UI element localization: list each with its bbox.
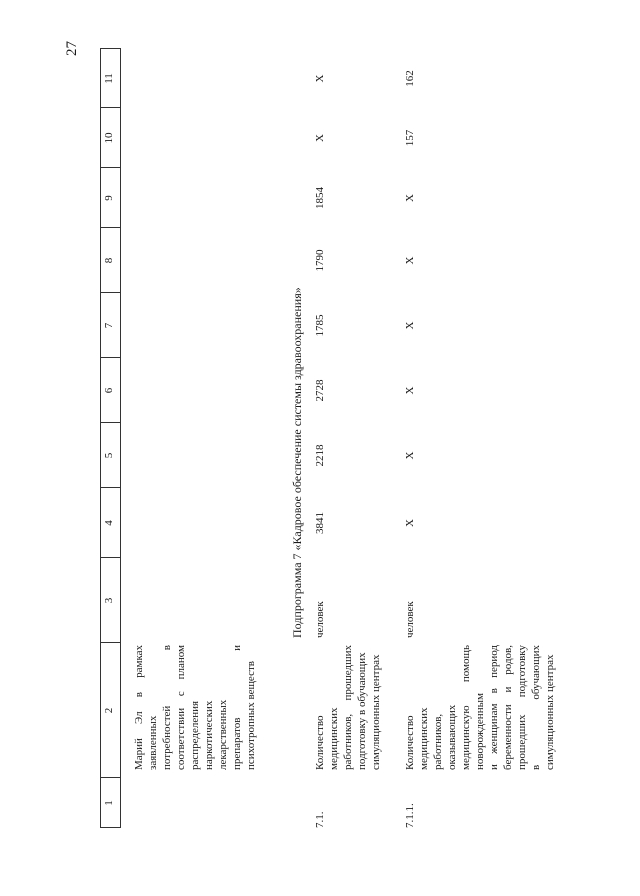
row-value: X [314, 134, 326, 142]
row-value: X [404, 386, 416, 395]
header-rule-top [100, 48, 101, 828]
row-description-line: медицинских [418, 707, 430, 770]
row-description-line: симуляционных центрах [370, 654, 382, 770]
row-value: X [404, 321, 416, 330]
continuation-line: потребностей в [161, 645, 173, 770]
continuation-line: Марий Эл в рамках [133, 645, 145, 770]
row-description-line: беременности и родов, [502, 645, 514, 770]
header-cell-2: 2 [103, 707, 115, 714]
row-description-line: новорожденным [474, 693, 486, 770]
continuation-line: психотропных веществ [245, 661, 257, 770]
row-description-line: прошедших подготовку [516, 645, 528, 770]
row-value: 162 [404, 70, 416, 87]
row-value: X [404, 451, 416, 460]
continuation-line: соответствии с планом [175, 645, 187, 770]
row-description-line: подготовку в обучающих [356, 652, 368, 770]
subprogram-title: Подпрограмма 7 «Кадровое обеспечение системы здравоохранения» [290, 287, 304, 638]
row-value: 1854 [314, 187, 326, 209]
row-value: X [404, 194, 416, 202]
row-description [313, 645, 383, 770]
row-number: 7.1.1. [404, 803, 416, 828]
row-description-line: Количество [404, 715, 416, 770]
header-cell-10: 10 [103, 132, 115, 144]
header-cell-1: 1 [103, 800, 115, 806]
row-description-line: и женщинам в период [488, 645, 500, 770]
continuation-text [132, 645, 258, 770]
row-value: X [404, 256, 416, 265]
header-cell-8: 8 [103, 257, 115, 264]
row-value: 157 [404, 129, 416, 147]
page-number: 27 [64, 41, 80, 56]
header-cell-7: 7 [103, 322, 115, 329]
header-cell-4: 4 [103, 520, 115, 526]
row-value: 2728 [314, 379, 326, 402]
header-cell-6: 6 [103, 387, 115, 394]
row-description-line: оказывающих [446, 704, 458, 770]
row-value: X [404, 519, 416, 527]
row-number: 7.1. [314, 811, 326, 828]
header-cell-3: 3 [103, 597, 115, 604]
header-cell-5: 5 [103, 452, 115, 459]
rotated-table [100, 48, 610, 828]
row-value: 3841 [314, 512, 326, 534]
continuation-line: препаратов и [231, 645, 243, 770]
continuation-line: наркотических [203, 700, 215, 770]
row-description-line: симуляционных центрах [544, 654, 556, 770]
header-cell-9: 9 [103, 195, 115, 201]
row-value: X [314, 74, 326, 83]
row-description-line: работников, [432, 713, 444, 770]
row-description-line: в обучающих [530, 645, 542, 770]
row-unit: человек [314, 601, 326, 638]
row-description [403, 645, 557, 770]
row-unit: человек [404, 601, 416, 638]
row-value: 2218 [314, 444, 326, 467]
continuation-line: заявленных [147, 715, 159, 770]
header-cell-11: 11 [103, 73, 115, 84]
row-description-line: работников, прошедших [342, 645, 354, 770]
row-description-line: Количество [314, 715, 326, 770]
header-rule-bottom [120, 48, 121, 828]
row-value: 1785 [314, 314, 326, 337]
continuation-line: распределения [189, 700, 201, 770]
row-value: 1790 [314, 249, 326, 272]
row-description-line: медицинских [328, 707, 340, 770]
row-description-line: медицинскую помощь [460, 645, 472, 770]
continuation-line: лекарственных [217, 699, 229, 770]
